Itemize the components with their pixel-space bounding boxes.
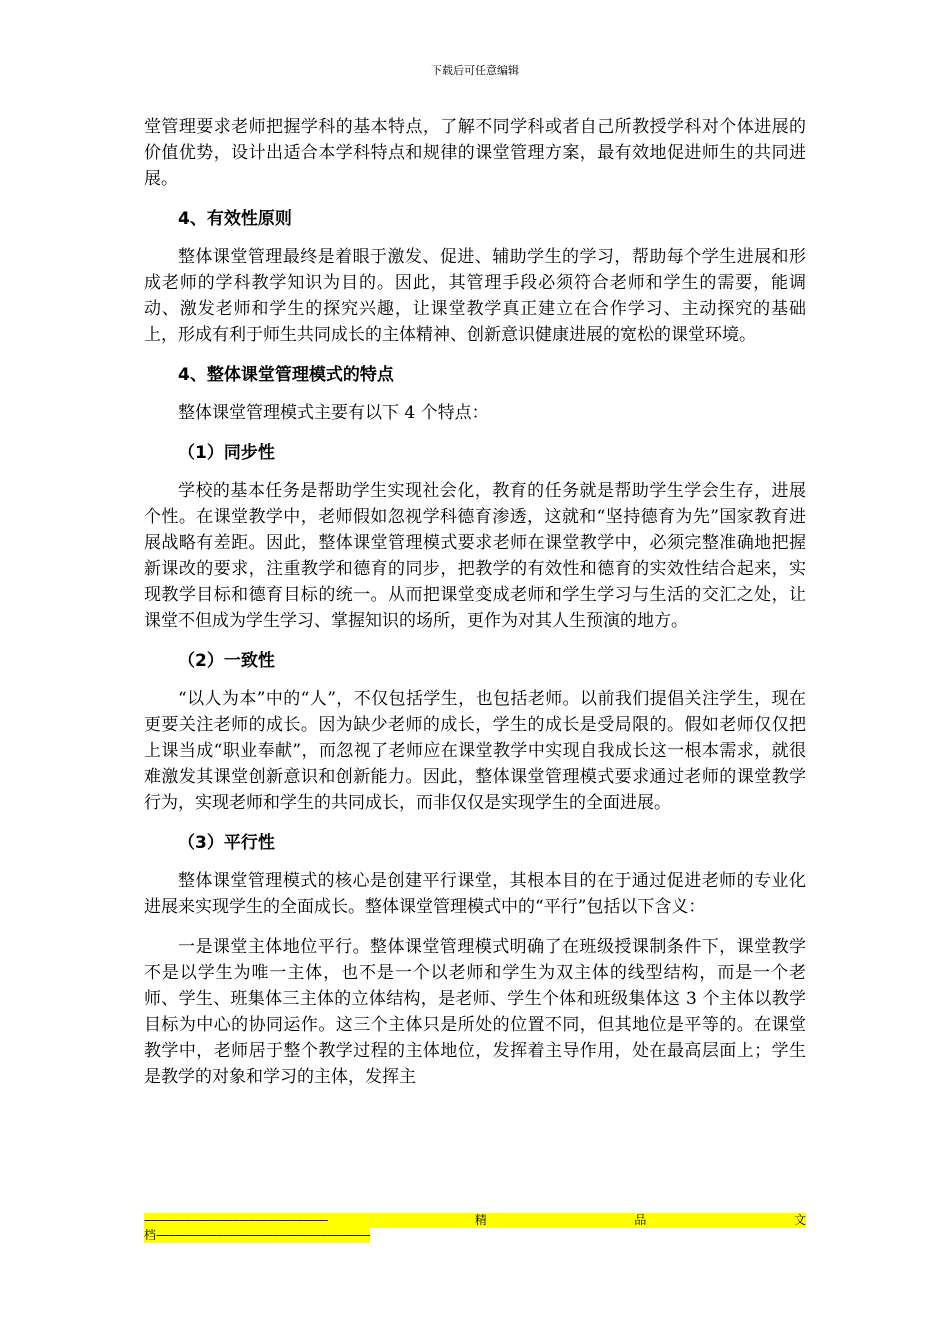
footer-char-3: 文	[793, 1213, 806, 1227]
paragraph-subject-status: 一是课堂主体地位平行。整体课堂管理模式明确了在班级授课制条件下，课堂教学不是以学生为唯一主体，也不是一个以老师和学生为双主体的线型结构，而是一个老师、学生、班集体三主体的立体结构，是老师、学生个体和班级集体这 3 个主体以教学目标为中心的协同运作。这三个主体只是所处的位置不同，但其地位是平等的。在课堂教学中，老师居于整个教学过程的主体地位，发挥着主导作用，处在最高层面上；学生是教学的对象和学习的主体，发挥主	[144, 937, 806, 1087]
heading-effectiveness-principle: 4、有效性原则	[178, 209, 292, 229]
footer-char-2: 品	[634, 1213, 647, 1227]
paragraph-intro: 堂管理要求老师把握学科的基本特点，了解不同学科或者自己所教授学科对个体进展的价值优势，设计出适合本学科特点和规律的课堂管理方案，最有效地促进师生的共同进展。	[144, 117, 806, 189]
heading-synchrony: （1）同步性	[178, 443, 275, 463]
document-body	[144, 114, 806, 1104]
paragraph-synchrony: 学校的基本任务是帮助学生实现社会化，教育的任务就是帮助学生学会生存，进展个性。在课堂教学中，老师假如忽视学科德育渗透，这就和“坚持德育为先”国家教育进展战略有差距。因此，整体课堂管理模式要求老师在课堂教学中，必须完整准确地把握新课改的要求，注重教学和德育的同步，把教学的有效性和德育的实效性结合起来，实现教学目标和德育目标的统一。从而把课堂变成老师和学生学习与生活的交汇之处，让课堂不但成为学生学习、掌握知识的场所，更作为对其人生预演的地方。	[144, 481, 806, 631]
footer-banner-row-2	[144, 1228, 370, 1243]
footer-banner-row	[144, 1213, 806, 1228]
paragraph-consistency: “以人为本”中的“人”，不仅包括学生，也包括老师。以前我们提倡关注学生，现在更要关注老师的成长。因为缺少老师的成长，学生的成长是受局限的。假如老师仅仅把上课当成“职业奉献”，而忽视了老师应在课堂教学中实现自我成长这一根本需求，就很难激发其课堂创新意识和创新能力。因此，整体课堂管理模式要求通过老师的课堂教学行为，实现老师和学生的共同成长，而非仅仅是实现学生的全面进展。	[144, 689, 806, 813]
paragraph-features-intro: 整体课堂管理模式主要有以下 4 个特点：	[178, 403, 489, 423]
heading-model-features: 4、整体课堂管理模式的特点	[178, 365, 394, 385]
paragraph-effectiveness: 整体课堂管理最终是着眼于激发、促进、辅助学生的学习，帮助每个学生进展和形成老师的学科教学知识为目的。因此，其管理手段必须符合老师和学生的需要，能调动、激发老师和学生的探究兴趣，让课堂教学真正建立在合作学习、主动探究的基础上，形成有利于师生共同成长的主体精神、创新意识健康进展的宽松的课堂环境。	[144, 247, 806, 345]
footer-char-1: 精	[474, 1213, 487, 1227]
footer-dashes-right: ----------------------------------------------------------------------	[156, 1228, 370, 1242]
heading-consistency: （2）一致性	[178, 651, 275, 671]
footer-dashes-left: ------------------------------------------------------------	[144, 1213, 328, 1227]
page-footer	[144, 1213, 806, 1247]
heading-parallelism: （3）平行性	[178, 833, 275, 853]
page-header: 下载后可任意编辑	[431, 64, 519, 77]
footer-char-4: 档	[144, 1228, 157, 1242]
paragraph-parallelism: 整体课堂管理模式的核心是创建平行课堂，其根本目的在于通过促进老师的专业化进展来实现学生的全面成长。整体课堂管理模式中的“平行”包括以下含义：	[144, 871, 806, 917]
